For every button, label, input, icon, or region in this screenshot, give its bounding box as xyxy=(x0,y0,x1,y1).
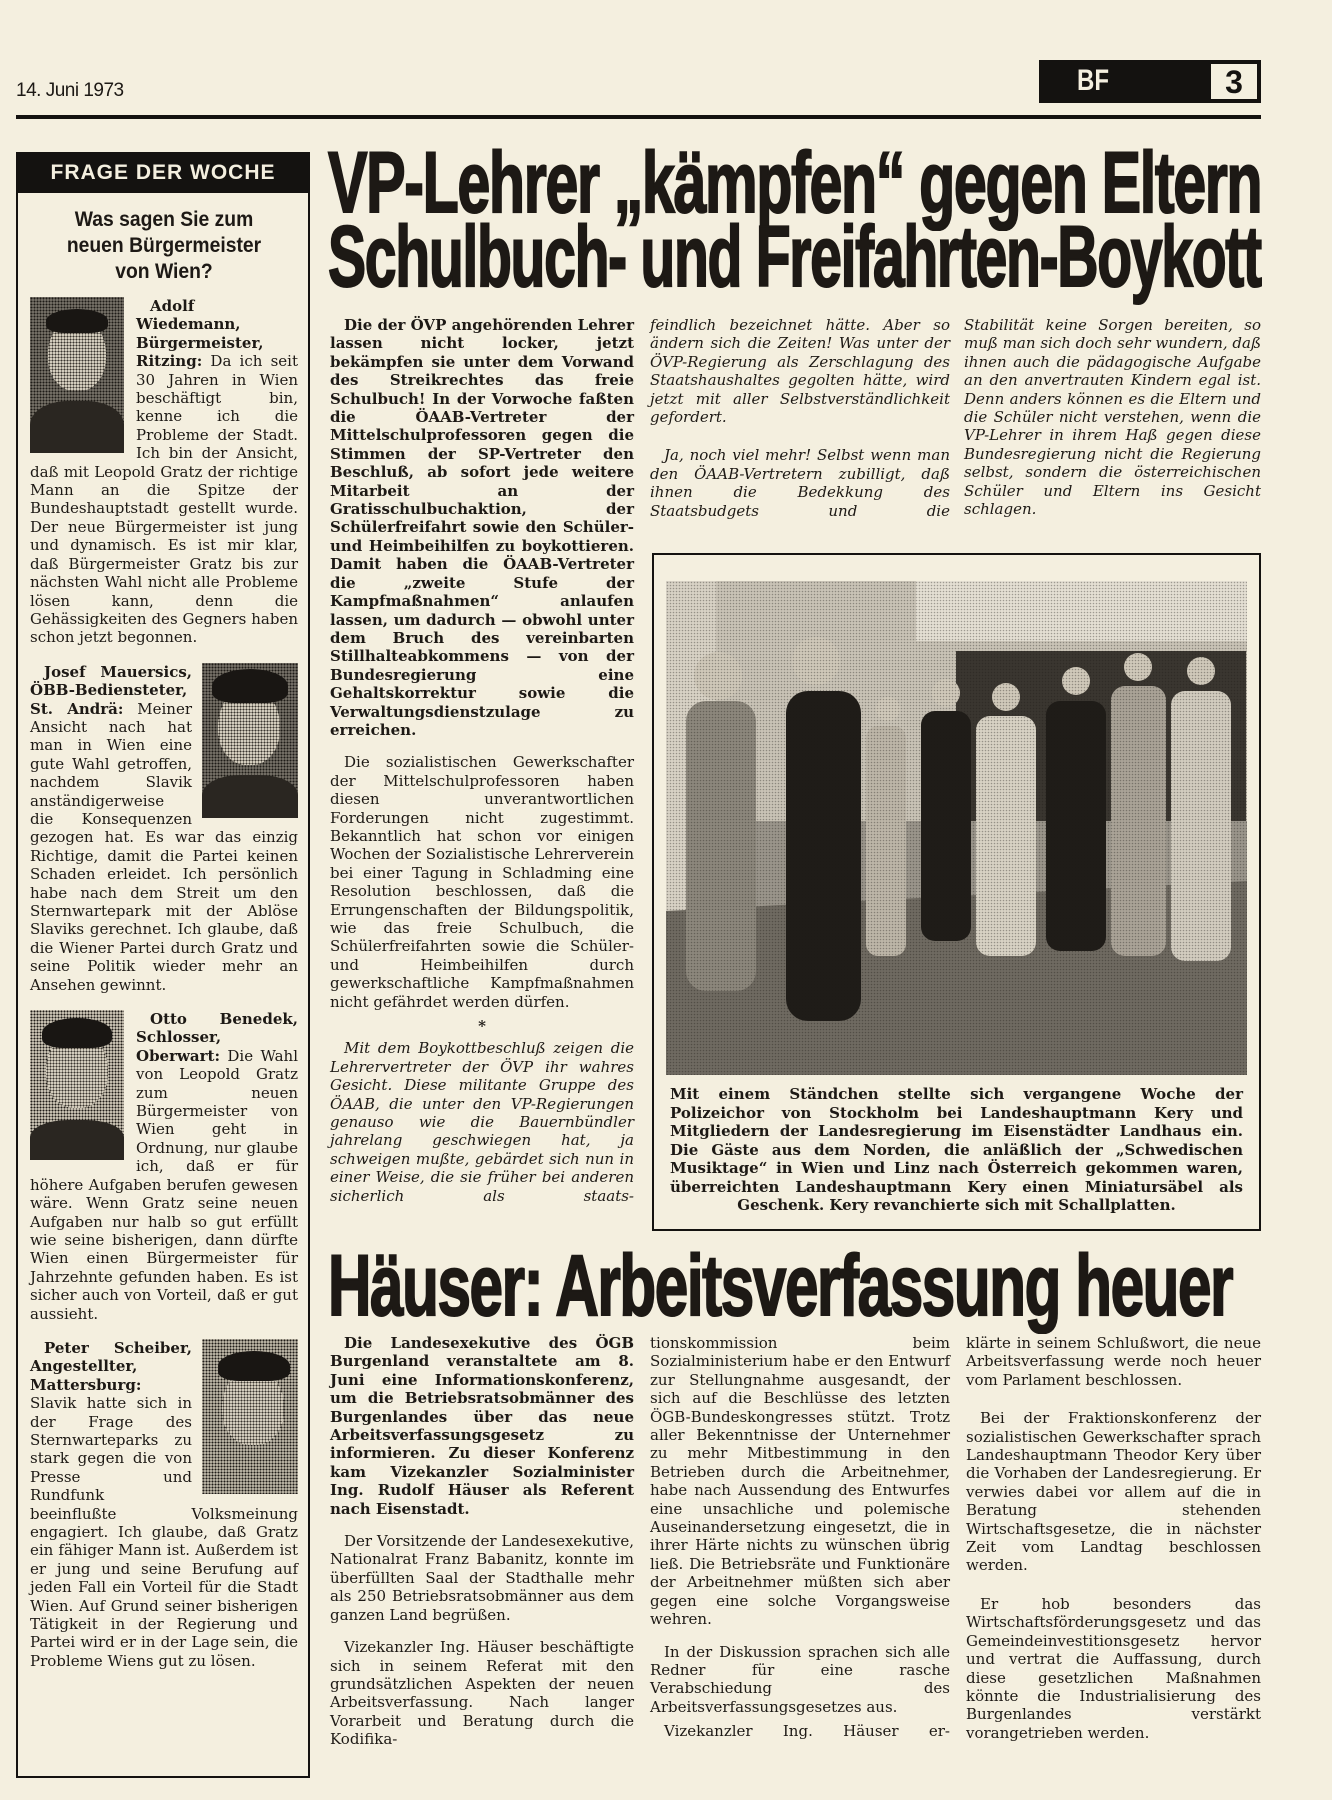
photo-caption: Mit einem Ständchen stellte sich vergangene Woche der Polizeichor von Stockholm bei Landeshauptmann Kery und Mitgliedern der Landesregierung im Eisenstädter Landhaus ein. Die Gäste aus dem Norden, die anläßlich der „Schwedischen Musiktage“ in Wien und Linz nach Österreich gekommen waren, überreichten Landeshauptmann Kery einen Miniatursäbel als Geschenk. Kery revanchierte sich mit Schallplatten. xyxy=(670,1085,1243,1214)
article-paragraph: Vizekanzler Ing. Häuser beschäftigte sich in seinem Referat mit den grundsätzlichen Aspekten der neuen Arbeitsverfassung. Nach langer Vorarbeit und Beratung durch die Kodifika- xyxy=(330,1638,634,1749)
second-article-column-3 xyxy=(966,1334,1261,1742)
issue-date: 14. Juni 1973 xyxy=(16,80,124,101)
article-lead: Die der ÖVP angehörenden Lehrer lassen nicht locker, jetzt bekämpfen sie unter dem Vorwand des Streikrechtes das freie Schulbuch! In der Vorwoche faßten die ÖAAB-Vertreter der Mittelschulprofessoren gegen die Stimmen der SP-Vertreter den Beschluß, ab sofort jede weitere Mitarbeit an der Gratisschulbuchaktion, der Schülerfreifahrt sowie den Schüler- und Heimbeihilfen zu boykottieren. Damit haben die ÖAAB-Vertreter die „zweite Stufe der Kampfmaßnahmen“ anlaufen lassen, um dadurch — obwohl unter dem Bruch des vereinbarten Stillhalteabkommens — von der Bundesregierung eine Gehaltskorrektur sowie die Verwaltungsdienstzulage zu erreichen. xyxy=(330,316,634,739)
choir-reception-photo xyxy=(666,581,1247,1075)
interviewee-name: Otto Benedek, Schlosser, Oberwart: xyxy=(136,1010,298,1065)
article-paragraph: Bei der Fraktionskonferenz der sozialistischen Gewerkschafter sprach Landeshauptmann Theodor Kery über die Vorhaben der Landesregierung. Er verwies dabei vor allem auf die in Beratung stehenden Wirtschaftsgesetze, die in nächster Zeit vom Landtag beschlossen werden. xyxy=(966,1409,1261,1575)
second-headline xyxy=(328,1238,1233,1334)
second-article-column-2 xyxy=(650,1334,950,1741)
interviewee-name: Josef Mauersics, ÖBB-Bediensteter, St. Andrä: xyxy=(30,662,192,718)
commentary-paragraph: feindlich bezeichnet hätte. Aber so ändern sich die Zeiten! Was unter der ÖVP-Regierung als Zerschlagung des Staatshaushaltes gegolten hätte, wird jetzt mit aller Selbstverständlichkeit gefordert. xyxy=(650,316,950,427)
interview-entry xyxy=(30,1339,298,1670)
second-article-column-1 xyxy=(330,1334,634,1749)
column-question xyxy=(41,193,288,297)
article-paragraph: Er hob besonders das Wirtschaftsförderungsgesetz und das Gemeindeinvestitionsgesetz hervor und vertrat die Auffassung, durch diese gesetzlichen Maßnahmen könnte die Industrialisierung des Burgenlandes verstärkt vorangetrieben werden. xyxy=(966,1594,1261,1742)
header-rule xyxy=(16,115,1261,119)
portrait-photo xyxy=(30,297,124,453)
interviewee-name: Adolf Wiedemann, Bürgermeister, Ritzing: xyxy=(136,297,264,371)
article-column-1 xyxy=(330,316,634,1205)
interview-answer: Da ich seit 30 Jahren in Wien beschäftigt bin, kenne ich die Probleme der Stadt. Ich bin der Ansicht, daß mit Leopold Gratz der richtige Mann an die Spitze der Bundeshauptstadt gestellt wurde. Der neue Bürgermeister ist jung und dynamisch. Es ist mir klar, daß Bürgermeister Gratz bis zur nächsten Wahl nicht alle Probleme lösen kann, denn die Gehässigkeiten des Gegners haben schon jetzt begonnen. xyxy=(30,352,298,647)
headline-line: VP-Lehrer „kämpfen“ gegen Eltern xyxy=(328,135,1262,231)
commentary-paragraph: Ja, noch viel mehr! Selbst wenn man den ÖAAB-Vertretern zubilligt, daß ihnen die Bedekkung des Staatsbudgets und die xyxy=(650,446,950,520)
portrait-photo xyxy=(202,663,298,818)
commentary-paragraph: Mit dem Boykottbeschluß zeigen die Lehrervertreter der ÖVP ihr wahres Gesicht. Diese militante Gruppe des ÖAAB, die unter den VP-Regierungen genauso wie die Bauernbündler jahrelang geschwiegen hat, ja schweigen mußte, gebärdet sich nun in einer Weise, die sie früher bei anderen sicherlich als staats- xyxy=(330,1039,634,1205)
interview-answer: Die Wahl von Leopold Gratz zum neuen Bürgermeister von Wien geht in Ordnung, nur glaube ich, daß er für höhere Aufgaben berufen gewesen wäre. Wenn Gratz seine neuen Aufgaben nur halb so gut erfüllt wie seine bisherigen, dann dürfte Wien einen Bürgermeister für Jahrzehnte gefunden haben. Es ist sicher auch von Vorteil, daß er gut aussieht. xyxy=(30,1046,298,1323)
interview-answer: Meiner Ansicht nach hat man in Wien eine gute Wahl getroffen, nachdem Slavik anständigerweise die Konsequenzen gezogen hat. Es war das einzig Richtige, damit die Partei keinen Schaden erleidet. Ich persönlich habe nach dem Streit um den Sternwartepark mit der Ablöse Slaviks gerechnet. Ich glaube, daß die Wiener Partei durch Gratz und seine Politik wieder mehr an Ansehen gewinnt. xyxy=(30,699,298,994)
article-column-3 xyxy=(964,316,1261,518)
photo-story-box xyxy=(652,553,1261,1231)
question-line: neuen Bürgermeister xyxy=(66,234,262,257)
interviewee-name: Peter Scheiber, Angestellter, Mattersburg: xyxy=(30,1338,192,1394)
article-column-2 xyxy=(650,316,950,520)
portrait-photo xyxy=(202,1339,298,1494)
interview-entry xyxy=(30,663,298,994)
interview-entry xyxy=(30,297,298,647)
interview-answer: Slavik hatte sich in der Frage des Sternwarteparks zu stark gegen die von Presse und Rundfunk beeinflußte Volksmeinung engagiert. Ich glaube, daß Gratz ein fähiger Mann ist. Außerdem ist er jung und seine Berufung auf jeden Fall ein Vorteil für die Stadt Wien. Auf Grund seiner bisherigen Tätigkeit in der Regierung und Partei wird er in der Lage sein, die Probleme Wiens gut zu lösen. xyxy=(30,1394,298,1670)
section-separator: * xyxy=(478,1017,486,1036)
section-label: BF xyxy=(1077,64,1109,97)
article-paragraph: Vizekanzler Ing. Häuser er- xyxy=(664,1722,950,1741)
column-title: FRAGE DER WOCHE xyxy=(16,152,310,193)
portrait-photo xyxy=(30,1010,124,1160)
question-line: von Wien? xyxy=(115,260,213,283)
article-paragraph: Die sozialistischen Gewerkschafter der Mittelschulprofessoren haben diesen unverantwortlichen Forderungen nicht zugestimmt. Bekanntlich hat schon vor einigen Wochen der Sozialistische Lehrerverein bei einer Tagung in Schladming eine Resolution beschlossen, daß die Errungenschaften der Bildungspolitik, wie das freie Schulbuch, die Schülerfreifahrten sowie die Schüler- und Heimbeihilfen durch gewerkschaftliche Kampfmaßnahmen nicht gefährdet werden dürfen. xyxy=(330,753,634,1011)
frage-der-woche-column xyxy=(16,152,310,1780)
page-number: 3 xyxy=(1211,64,1257,99)
article-paragraph: tionskommission beim Sozialministerium habe er den Entwurf zur Stellungnahme ausgesandt, der sich auf die Beschlüsse des letzten ÖGB-Bundeskongresses stützt. Trotz aller Bekenntnisse der Unternehmer zu mehr Mitbestimmung in den Betrieben durch die Arbeitnehmer, habe nach Aussendung des Entwurfes eine unsachliche und polemische Auseinandersetzung eingesetzt, die in ihrer Härte nichts zu wünschen übrig ließ. Die Betriebsräte und Funktionäre der Arbeitnehmer müßten sich aber gegen eine solche Vorgangsweise wehren. xyxy=(650,1334,950,1629)
commentary-paragraph: Stabilität keine Sorgen bereiten, so muß man sich doch sehr wundern, daß ihnen auch die pädagogische Aufgabe an den anvertrauten Kindern egal ist. Denn anders können es die Eltern und die Schüler nicht verstehen, wenn die VP-Lehrer in ihrem Haß gegen diese Bundesregierung nicht die Regierung selbst, sondern die österreichischen Schüler und Eltern ins Gesicht schlagen. xyxy=(964,316,1261,519)
main-headline xyxy=(328,135,1262,305)
question-line: Was sagen Sie zum xyxy=(74,208,254,231)
page-badge xyxy=(1039,60,1261,103)
article-paragraph: Der Vorsitzende der Landesexekutive, Nationalrat Franz Babanitz, konnte im überfüllten Saal der Stadthalle mehr als 250 Betriebsratsobmänner aus dem ganzen Land begrüßen. xyxy=(330,1532,634,1624)
article-paragraph: In der Diskussion sprachen sich alle Redner für eine rasche Verabschiedung des Arbeitsverfassungsgesetzes aus. xyxy=(650,1642,950,1716)
article-paragraph: klärte in seinem Schlußwort, die neue Arbeitsverfassung werde noch heuer vom Parlament beschlossen. xyxy=(966,1334,1261,1389)
article-lead: Die Landesexekutive des ÖGB Burgenland veranstaltete am 8. Juni eine Informationskonferenz, um die Betriebsratsobmänner des Burgenlandes über das neue Arbeitsverfassungsgesetz zu informieren. Zu dieser Konferenz kam Vizekanzler Sozialminister Ing. Rudolf Häuser als Referent nach Eisenstadt. xyxy=(330,1334,634,1518)
interview-entry xyxy=(30,1010,298,1323)
headline-line: Häuser: Arbeitsverfassung heuer xyxy=(328,1238,1233,1334)
headline-line: Schulbuch- und Freifahrten-Boykott xyxy=(328,209,1261,305)
